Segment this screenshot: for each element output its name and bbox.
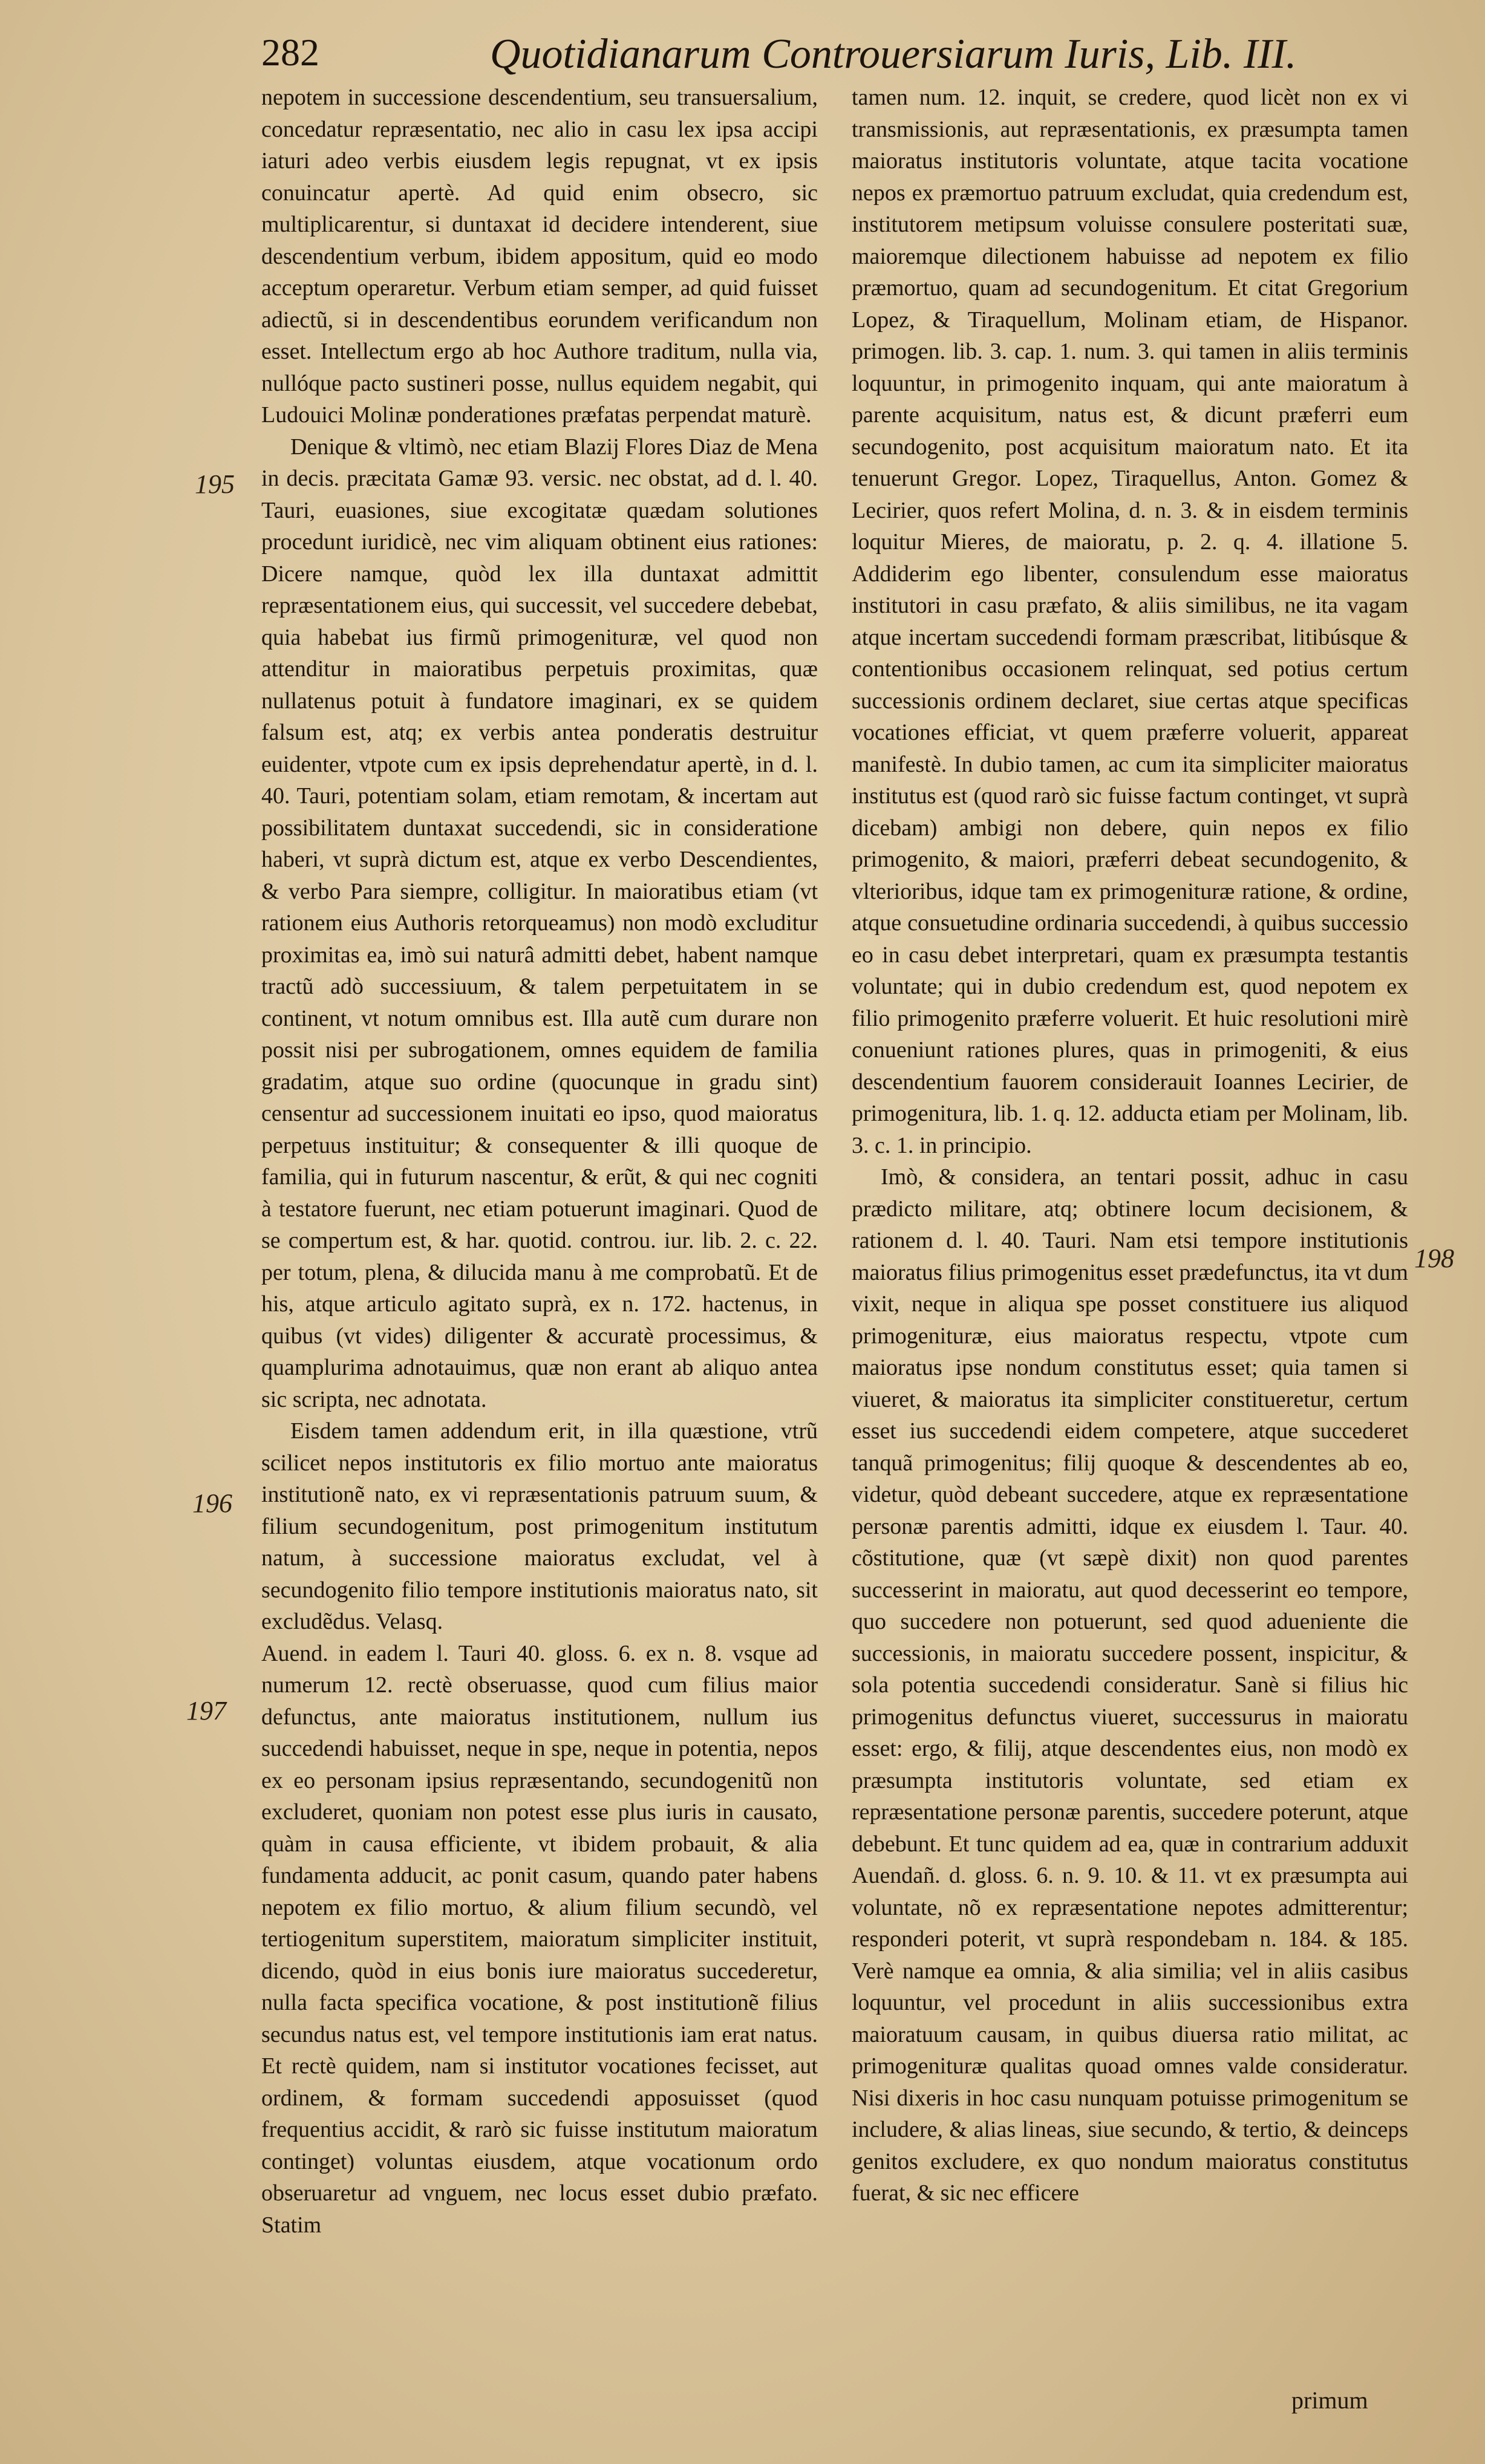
paragraph: Imò, & considera, an tentari possit, adhuc in casu prædicto militare, atq; obtinere locum decisionem, & rationem d. l. 40. Tauri. Nam etsi tempore institutionis maioratus filius primogenitus esset prædefunctus, ita vt dum vixit, neque in aliqua spe posset constituere ius aliquod primogenituræ, eius maioratus respectu, vtpote cum maioratus ipse nondum constitutus esset; quia tamen si viueret, & maioratus ita simpliciter constitueretur, certum esset ius succedendi eidem competere, atque succederet tanquã primogenitus; filij quoque & descendentes ab eo, videtur, quòd debeant succedere, atque ex repræsentatione personæ parentis admitti, idque ex eiusdem l. Taur. 40. cõstitutione, quæ (vt sæpè dixit) non quod parentes successerint in maioratu, aut quod decesserint eo tempore, quo succedere non potuerunt, sed quod adueniente die successionis, in maioratu succedere possent, inspicitur, & sola potentia succedendi consideratur. Sanè si filius hic primogenitus defunctus viueret, successurus in maioratu esset: ergo, & filij, atque descendentes eius, non modò ex præsumpta institutoris voluntate, sed etiam ex repræsentatione personæ parentis, succedere poterunt, atque debebunt. Et tunc quidem ad ea, quæ in contrarium adduxit Auendañ. d. gloss. 6. n. 9. 10. & 11. vt ex præsumpta aui voluntate, nõ ex repræsentatione nepotes admitterentur; responderi poterit, vt suprà respondebam n. 184. & 185. Verè namque ea omnia, & alia similia; vel in aliis casibus loquuntur, vel procedunt in aliis successionibus extra maioratuum causam, in quibus diuersa ratio militat, ac primogenituræ qualitas quoad omnes valde consideratur. Nisi dixeris in hoc casu nunquam potuisse primogenitum se includere, & alias lineas, siue secundo, & tertio, & deinceps genitos excludere, ex quo nondum maioratus constitutus fuerat, & sic nec efficere	[852, 1164, 1408, 2206]
paragraph: tamen num. 12. inquit, se credere, quod licèt non ex vi transmissionis, aut repræsentationis, ex præsumpta tamen maioratus institutoris voluntate, atque tacita vocatione nepos ex præmortuo patruum excludat, quia credendum est, institutorem metipsum voluisse consulere posteritati suæ, maioremque dilectionem habuisse ad nepotem ex filio præmortuo, quam ad secundogenitum. Et citat Gregorium Lopez, & Tiraquellum, Molinam etiam, de Hispanor. primogen. lib. 3. cap. 1. num. 3. qui tamen in aliis terminis loquuntur, in primogenito inquam, qui ante maioratum à parente acquisitum, natus est, & dicunt præferri eum secundogenito, post acquisitum maioratum nato. Et ita tenuerunt Gregor. Lopez, Tiraquellus, Anton. Gomez & Lecirier, quos refert Molina, d. n. 3. & in eisdem terminis loquitur Mieres, de maioratu, p. 2. q. 4. illatione 5. Addiderim ego libenter, consulendum esse maioratus institutori in casu præfato, & aliis similibus, ne ita vagam atque incertam succedendi formam præscribat, litibúsque & contentionibus occasionem relinquat, sed potius certum successionis ordinem declaret, siue certas atque specificas vocationes efficiat, vt quem præferre voluerit, appareat manifestè. In dubio tamen, ac cum ita simpliciter maioratus institutus est (quod rarò sic fuisse factum continget, vt suprà dicebam) ambigi non debere, quin nepos ex filio primogenito, & maiori, præferri debeat secundogenito, & vlterioribus, idque tam ex primogenituræ ratione, & ordine, atque consuetudine ordinaria succedendi, à quibus successio eo in casu debet interpretari, quam ex præsumpta testantis voluntate; qui in dubio credendum est, quod nepotem ex filio primogenito præferre voluerit. Et huic resolutioni mirè conueniunt rationes plures, quas in primogeniti, & eius descendentium fauorem considerauit Ioannes Lecirier, de primogenitura, lib. 1. q. 12. adducta etiam per Molinam, lib. 3. c. 1. in principio.	[852, 85, 1408, 1158]
paragraph: Denique & vltimò, nec etiam Blazij Flores Diaz de Mena in decis. præcitata Gamæ 93. versic. nec obstat, ad d. l. 40. Tauri, euasiones, siue excogitatæ quædam solutiones procedunt iuridicè, nec vim aliquam obtinent eius rationes: Dicere namque, quòd lex illa duntaxat admittit repræsentationem eius, qui successit, vel succedere debebat, quia habebat ius firmũ primogenituræ, vel quod non attenditur in maioratibus perpetuis proximitas, quæ nullatenus potuit à fundatore imaginari, ex se quidem falsum est, atq; ex verbis antea ponderatis destruitur euidenter, vtpote cum ex ipsis deprehendatur apertè, in d. l. 40. Tauri, potentiam solam, etiam remotam, & incertam aut possibilitatem duntaxat succedendi, sic in consideratione haberi, vt suprà dictum est, atque ex verbo Descendientes, & verbo Para siempre, colligitur. In maioratibus etiam (vt rationem eius Authoris retorqueamus) non modò excluditur proximitas ea, imò sui naturâ admitti debet, habent namque tractũ adò successiuum, & talem perpetuitatem in se continent, vt notum omnibus est. Illa autẽ cum durare non possit nisi per subrogationem, omnes equidem de familia gradatim, atque suo ordine (quocunque in gradu sint) censentur ad successionem inuitati eo ipso, quod maioratus perpetuus instituitur; & consequenter & illi quoque de familia, qui in futurum nascentur, & erũt, & qui nec cogniti à testatore fuerunt, nec etiam potuerunt imaginari. Quod de se compertum est, & har. quotid. controu. iur. lib. 2. c. 22. per totum, plena, & dilucida manu à me comprobatũ. Et de his, atque articulo agitato suprà, ex n. 172. hactenus, in quibus (vt vides) diligenter & accuratè processimus, & quamplurima adnotauimus, quæ non erant ab aliquo antea sic scripta, nec adnotata.	[261, 434, 818, 1412]
margin-number: 196	[192, 1488, 232, 1518]
left-column	[261, 82, 818, 2241]
page-header	[254, 27, 1297, 87]
margin-number: 197	[186, 1696, 226, 1726]
catchword: primum	[1291, 2387, 1368, 2414]
page-number: 282	[261, 31, 319, 74]
running-title: Quotidianarum Controuersiarum Iuris, Lib. III.	[490, 31, 1297, 77]
paragraph: Eisdem tamen addendum erit, in illa quæstione, vtrũ scilicet nepos institutoris ex filio mortuo ante maioratus institutionẽ nato, ex vi repræsentationis patruum suum, & filium secundogenitum, post primogenitum institutum natum, à successione maioratus excludat, vel à secundogenito filio tempore institutionis maioratus nato, sit excludẽdus. Velasq.	[261, 1418, 818, 1634]
margin-number: 198	[1414, 1243, 1454, 1273]
margin-number: 195	[195, 469, 235, 499]
paragraph: Auend. in eadem l. Tauri 40. gloss. 6. ex n. 8. vsque ad numerum 12. rectè obseruasse, quod cum filius maior defunctus, ante maioratus institutionem, nullum ius succedendi habuisset, neque in spe, neque in potentia, nepos ex eo personam ipsius repræsentando, secundogenitũ non excluderet, quoniam non potest esse plus iuris in causato, quàm in causa efficiente, vt ibidem probauit, & alia fundamenta adducit, ac ponit casum, quando pater habens nepotem ex filio mortuo, & alium filium secundò, vel tertiogenitum superstitem, maioratum simpliciter instituit, dicendo, quòd in eius bonis iure maioratus succederetur, nulla facta specifica vocatione, & post institutionẽ filius secundus natus est, vel tempore institutionis iam erat natus. Et rectè quidem, nam si institutor vocationes fecisset, aut ordinem, & formam succedendi apposuisset (quod frequentius accidit, & rarò sic fuisse institutum maioratum continget) voluntas eiusdem, atque vocationum ordo obseruaretur ad vnguem, nec locus esset dubio præfato. Statim	[261, 1640, 818, 2238]
right-column	[852, 82, 1408, 2209]
paragraph: nepotem in successione descendentium, seu transuersalium, concedatur repræsentatio, nec alio in casu lex ipsa accipi iaturi adeo verbis eiusdem legis repugnat, vt ex ipsis conuincatur apertè. Ad quid enim obsecro, sic multiplicarentur, si duntaxat id decidere intenderent, siue descendentium verbum, ibidem appositum, quid eo modo acceptum operaretur. Verbum etiam semper, ad quid fuisset adiectũ, si in descendentibus eorundem verificandum non esset. Intellectum ergo ab hoc Authore traditum, nulla via, nullóque pacto sustineri posse, nullus equidem negabit, qui Ludouici Molinæ ponderationes præfatas perpendat maturè.	[261, 85, 818, 428]
